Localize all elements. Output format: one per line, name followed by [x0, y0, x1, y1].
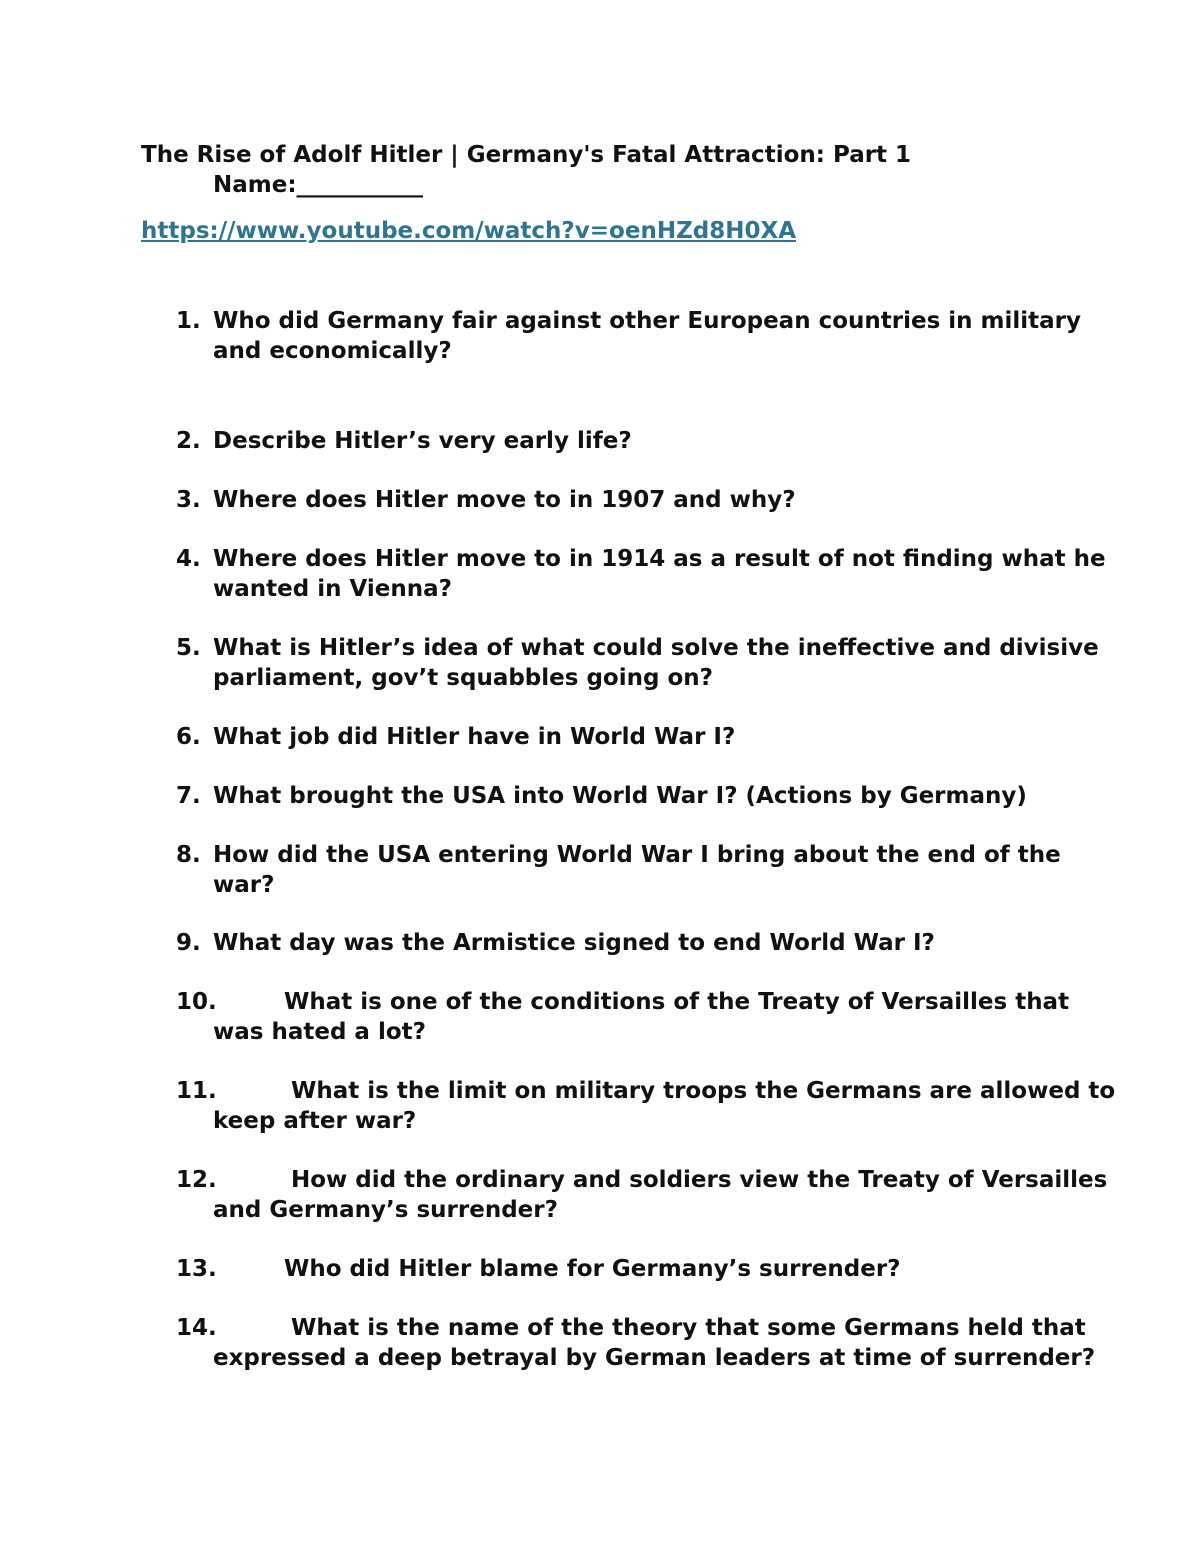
question-item: [176, 485, 1116, 515]
question-text: What is one of the conditions of the Treaty of Versailles that was hated a lot?: [213, 989, 1070, 1045]
name-field-label: Name:___________: [213, 172, 424, 198]
question-text: How did the USA entering World War I bring about the end of the war?: [213, 842, 1061, 898]
question-number: 10.: [176, 989, 217, 1015]
question-item: [176, 1254, 1116, 1284]
question-number: 11.: [176, 1078, 217, 1104]
question-text: What is the limit on military troops the Germans are allowed to keep after war?: [213, 1078, 1116, 1134]
question-item: [176, 987, 1116, 1047]
question-number: 6.: [176, 724, 201, 750]
question-number: 5.: [176, 635, 201, 661]
question-text: Who did Hitler blame for Germany’s surrender?: [284, 1256, 901, 1282]
question-number: 12.: [176, 1167, 217, 1193]
question-text: What is Hitler’s idea of what could solve the ineffective and divisive parliament, gov’t squabbles going on?: [213, 635, 1099, 691]
question-item: [176, 1313, 1116, 1373]
question-text: Describe Hitler’s very early life?: [213, 428, 632, 454]
question-number: 9.: [176, 930, 201, 956]
question-item: [176, 544, 1116, 604]
video-link[interactable]: https://www.youtube.com/watch?v=oenHZd8H0XA: [141, 218, 796, 244]
question-item: [176, 633, 1116, 693]
question-text: What brought the USA into World War I? (Actions by Germany): [213, 783, 1027, 809]
question-text: Who did Germany fair against other European countries in military and economically?: [213, 308, 1082, 364]
question-number: 7.: [176, 783, 201, 809]
question-text: What is the name of the theory that some Germans held that expressed a deep betrayal by German leaders at time of surrender?: [213, 1315, 1096, 1371]
question-text: What job did Hitler have in World War I?: [213, 724, 736, 750]
question-item: [176, 306, 1116, 366]
question-item: [176, 1165, 1116, 1225]
question-number: 1.: [176, 308, 201, 334]
question-item: [176, 722, 1116, 752]
question-item: [176, 840, 1116, 900]
page-title: The Rise of Adolf Hitler | Germany's Fatal Attraction: Part 1: [141, 142, 912, 168]
question-item: [176, 781, 1116, 811]
question-text: What day was the Armistice signed to end World War I?: [213, 930, 935, 956]
question-number: 2.: [176, 428, 201, 454]
question-number: 14.: [176, 1315, 217, 1341]
question-text: Where does Hitler move to in 1914 as a result of not finding what he wanted in Vienna?: [213, 546, 1106, 602]
question-item: [176, 426, 1116, 456]
question-number: 4.: [176, 546, 201, 572]
question-number: 8.: [176, 842, 201, 868]
question-text: How did the ordinary and soldiers view the Treaty of Versailles and Germany’s surrender?: [213, 1167, 1108, 1223]
question-number: 13.: [176, 1256, 217, 1282]
question-number: 3.: [176, 487, 201, 513]
question-text: Where does Hitler move to in 1907 and why?: [213, 487, 796, 513]
question-item: [176, 928, 1116, 958]
question-item: [176, 1076, 1116, 1136]
